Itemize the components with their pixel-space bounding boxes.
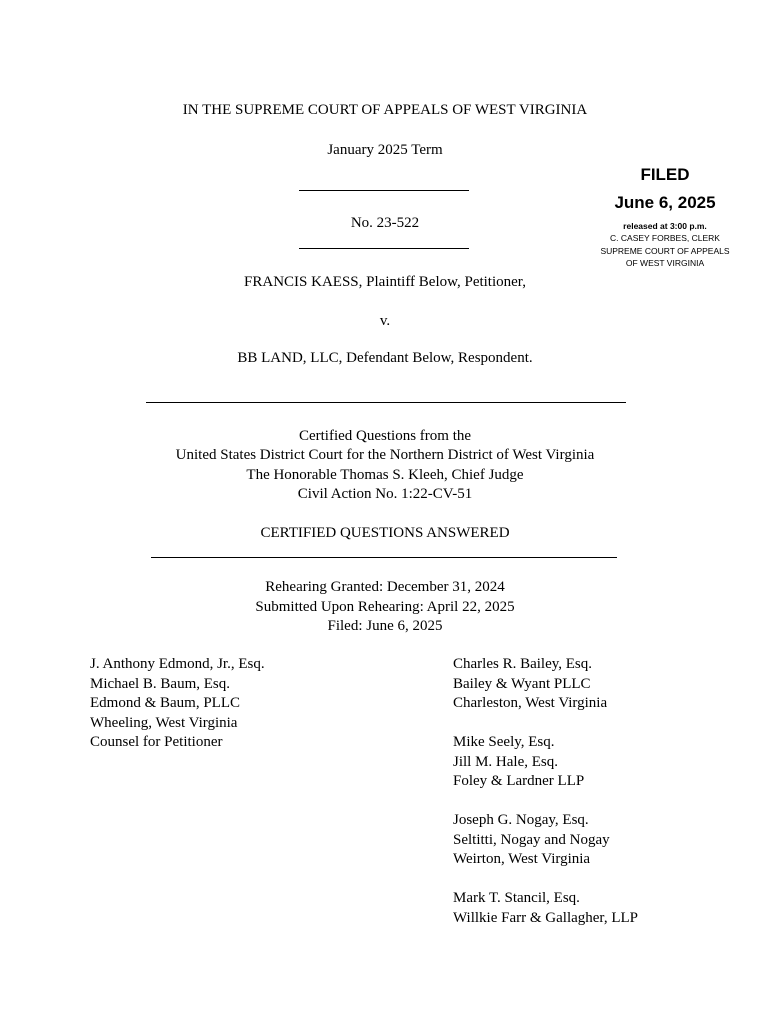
counsel-line: Willkie Farr & Gallagher, LLP (453, 909, 638, 926)
counsel-line: Counsel for Petitioner (90, 734, 223, 750)
date-line: Filed: June 6, 2025 (327, 618, 443, 634)
versus-label: v. (379, 313, 391, 329)
divider-line (146, 402, 626, 403)
court-heading: IN THE SUPREME COURT OF APPEALS OF WEST VIRGINIA (182, 102, 588, 118)
clerk-line: SUPREME COURT OF APPEALS (600, 245, 730, 256)
filed-stamp (580, 164, 750, 270)
counsel-line: Bailey & Wyant PLLC (453, 675, 591, 692)
counsel-group (453, 811, 638, 870)
certified-line: Certified Questions from the (298, 428, 472, 444)
divider-line (151, 557, 617, 558)
counsel-line: Michael B. Baum, Esq. (90, 675, 230, 692)
certified-line: The Honorable Thomas S. Kleeh, Chief Judge (246, 467, 524, 483)
disposition: CERTIFIED QUESTIONS ANSWERED (260, 525, 510, 541)
date-line: Rehearing Granted: December 31, 2024 (265, 579, 505, 595)
filed-date: June 6, 2025 (614, 193, 716, 212)
certified-line: Civil Action No. 1:22-CV-51 (297, 486, 473, 502)
divider-line (299, 190, 469, 191)
counsel-line: Seltitti, Nogay and Nogay (453, 831, 610, 848)
docket-number: No. 23-522 (350, 215, 420, 231)
counsel-line: Charleston, West Virginia (453, 695, 608, 711)
counsel-group (453, 889, 638, 928)
counsel-line: Charles R. Bailey, Esq. (453, 656, 593, 672)
filed-label: FILED (640, 165, 690, 184)
counsel-line: Wheeling, West Virginia (90, 714, 238, 731)
counsel-right-column (453, 655, 638, 948)
counsel-line: Foley & Lardner LLP (453, 773, 585, 789)
counsel-line: Mike Seely, Esq. (453, 734, 555, 750)
divider-line (299, 248, 469, 249)
counsel-line: Jill M. Hale, Esq. (453, 753, 558, 770)
counsel-left-column (90, 655, 265, 772)
petitioner-party: FRANCIS KAESS, Plaintiff Below, Petitioner, (244, 274, 526, 290)
counsel-group (453, 655, 638, 714)
clerk-line: OF WEST VIRGINIA (625, 258, 705, 268)
counsel-group (90, 655, 265, 753)
term-label: January 2025 Term (327, 142, 443, 158)
date-line: Submitted Upon Rehearing: April 22, 2025 (255, 599, 515, 615)
counsel-line: Joseph G. Nogay, Esq. (453, 812, 589, 828)
respondent-party: BB LAND, LLC, Defendant Below, Respondent. (237, 350, 533, 366)
certified-line: United States District Court for the Northern District of West Virginia (175, 447, 595, 463)
counsel-line: Mark T. Stancil, Esq. (453, 890, 580, 906)
counsel-line: Edmond & Baum, PLLC (90, 695, 240, 711)
counsel-line: Weirton, West Virginia (453, 851, 591, 867)
clerk-line: C. CASEY FORBES, CLERK (610, 233, 720, 243)
release-time: released at 3:00 p.m. (623, 221, 707, 231)
counsel-line: J. Anthony Edmond, Jr., Esq. (90, 656, 265, 672)
counsel-group (453, 733, 638, 792)
